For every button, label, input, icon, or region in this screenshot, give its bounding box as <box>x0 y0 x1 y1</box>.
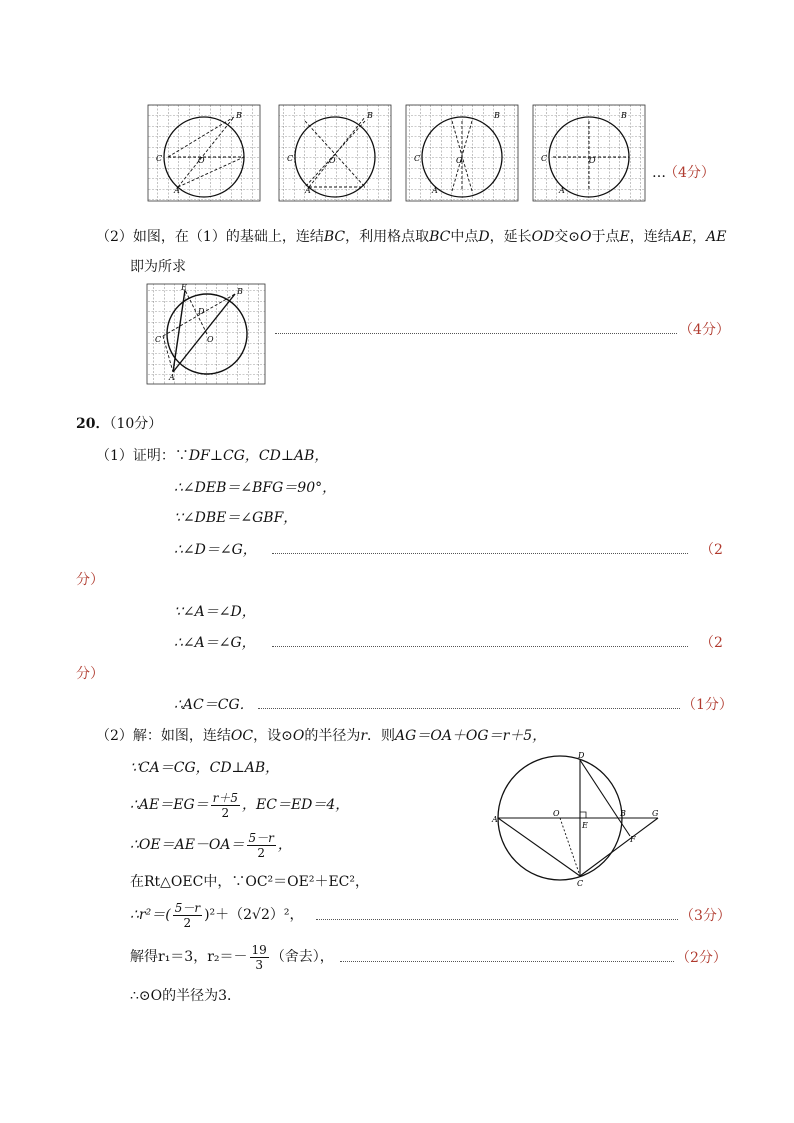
q20-p2-l3: ∴OE＝AE－OA＝ $\frac{5-r}{2}$ ， <box>130 830 292 860</box>
q20-p1-l7-leader <box>258 708 680 709</box>
q20-p1-l3: ∵∠DBE＝∠GBF， <box>174 510 298 526</box>
p2fig-label-c: C <box>155 335 162 344</box>
q20-p1-l7-score: （1分） <box>682 697 733 713</box>
q20-p1-l2: ∴∠DEB＝∠BFG＝90°， <box>174 480 337 496</box>
q20-header: 20．（10分） <box>76 416 163 432</box>
q20-p2-l4: 在Rt△OEC中，∵OC²＝OE²＋EC²， <box>130 874 369 890</box>
grid4-label-b: B <box>621 111 627 120</box>
part2-line1: （2）如图，在（1）的基础上，连结BC，利用格点取BC中点D，延长OD交⊙O于点E，连结AE，AE <box>96 229 727 245</box>
q20-p2-l7: ∴⊙O的半径为3． <box>130 988 242 1004</box>
q20fig-label-a: A <box>492 815 498 824</box>
q20fig-label-f: F <box>630 835 636 844</box>
q20fig-label-b: B <box>620 809 626 818</box>
q20-p2-l5-leader <box>316 919 678 920</box>
q20-p2-l6: 解得r₁＝3，r₂＝－ $\frac{19}{3}$ （舍去）， <box>130 942 334 972</box>
q20fig-label-e: E <box>582 821 588 830</box>
q20fig-label-c: C <box>577 879 584 888</box>
q20-p2-l1: ∵CA＝CG，CD⊥AB， <box>130 760 280 776</box>
grid4-label-a: A <box>559 186 565 195</box>
grid4-label-o: O <box>589 156 596 165</box>
part1-leader: … <box>652 165 666 181</box>
part2-figure <box>143 280 273 390</box>
q20-p2-l5-score: （3分） <box>680 908 731 924</box>
q20-p2-l6-score: （2分） <box>676 950 727 966</box>
grid3-label-o: O <box>456 156 463 165</box>
q20-p2-l5: ∴r²＝( $\frac{5-r}{2}$ )²＋（2√2）²， <box>130 900 304 930</box>
q20-p1-l6-leader <box>272 646 688 647</box>
p2fig-label-o: O <box>207 335 214 344</box>
q20-figure <box>490 752 670 892</box>
q20-p2-l6-leader <box>340 961 674 962</box>
q20fig-label-d: D <box>578 752 585 760</box>
q20-p2-l2: ∴AE＝EG＝ $\frac{r+5}{2}$ ，EC＝ED＝4， <box>130 790 350 820</box>
part2-leader <box>275 333 677 334</box>
p2fig-label-b: B <box>237 287 243 296</box>
q20-p1-intro: （1）证明：∵DF⊥CG，CD⊥AB， <box>96 448 329 464</box>
q20-p1-l4-score-wrap: 分） <box>76 572 104 588</box>
grid2-label-b: B <box>367 111 373 120</box>
q20-p1-l6-score: （2 <box>700 635 723 651</box>
grid-figure-1 <box>148 105 260 201</box>
grid3-label-a: A <box>432 186 438 195</box>
grid1-label-b: B <box>236 111 242 120</box>
grid2-label-c: C <box>287 154 294 163</box>
q20fig-label-o: O <box>553 809 560 818</box>
q20-p2-intro: （2）解：如图，连结OC，设⊙O的半径为r．则AG＝OA＋OG＝r＋5， <box>96 728 547 744</box>
p2fig-label-d: D <box>198 307 205 316</box>
grid1-label-c: C <box>156 154 163 163</box>
part1-score: （4分） <box>664 165 715 181</box>
q20-p1-l5: ∵∠A＝∠D， <box>174 604 256 620</box>
grid1-label-o: O <box>198 156 205 165</box>
grid3-label-b: B <box>494 111 500 120</box>
q20-p1-l7: ∴AC＝CG． <box>174 697 254 713</box>
p2fig-label-a: A <box>169 373 175 382</box>
q20-p1-l4-leader <box>272 553 688 554</box>
q20-p1-l6: ∴∠A＝∠G， <box>174 635 256 651</box>
grid-figure-2 <box>279 105 391 201</box>
grid2-label-a: A <box>305 186 311 195</box>
grid2-label-o: O <box>329 156 336 165</box>
part2-line2: 即为所求 <box>130 259 186 275</box>
q20-p1-l6-score-wrap: 分） <box>76 666 104 682</box>
grid-figure-3 <box>406 105 518 201</box>
q20-p1-l4: ∴∠D＝∠G， <box>174 542 257 558</box>
p2fig-label-e: E <box>181 283 187 292</box>
grid3-label-c: C <box>414 154 421 163</box>
grid1-label-a: A <box>174 186 180 195</box>
grid-figure-4 <box>533 105 645 201</box>
q20fig-label-g: G <box>652 809 659 818</box>
grid4-label-c: C <box>541 154 548 163</box>
part2-score: （4分） <box>679 322 730 338</box>
q20-p1-l4-score: （2 <box>700 542 723 558</box>
